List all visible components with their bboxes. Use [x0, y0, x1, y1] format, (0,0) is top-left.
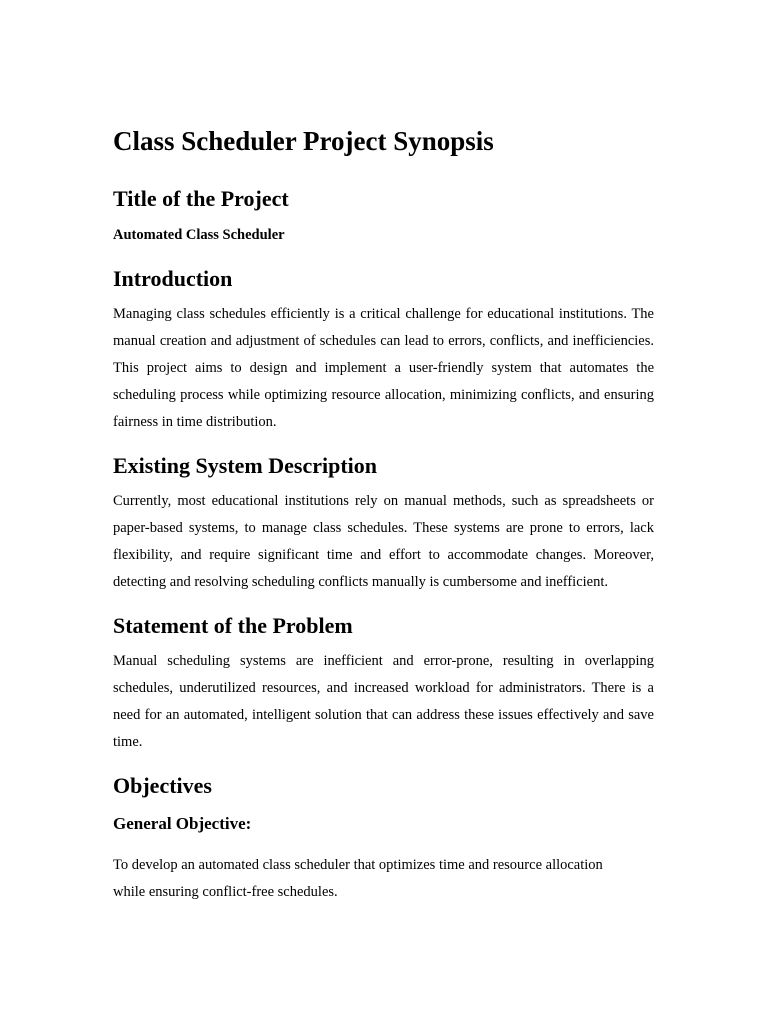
general-objective-heading: General Objective:: [113, 814, 252, 833]
general-objective-paragraph: To develop an automated class scheduler that optimizes time and resource allocation while ensuring conflict-free schedules.: [113, 857, 603, 900]
section-heading-title-of-project: Title of the Project: [113, 186, 289, 211]
document-title: Class Scheduler Project Synopsis: [113, 126, 494, 156]
section-heading-existing-system: Existing System Description: [113, 453, 377, 478]
introduction-paragraph: Managing class schedules efficiently is a critical challenge for educational institutions. The manual creation and adjustment of schedules can lead to errors, conflicts, and inefficiencies. This project aims to design and implement a user-friendly system that automates the scheduling process while optimizing resource allocation, minimizing conflicts, and ensuring fairness in time distribution.: [113, 306, 654, 430]
section-heading-objectives: Objectives: [113, 773, 212, 798]
existing-system-paragraph: Currently, most educational institutions rely on manual methods, such as spreadsheets or paper-based systems, to manage class schedules. These systems are prone to errors, lack flexibility, and require significant time and effort to accommodate changes. Moreover, detecting and resolving scheduling conflicts manually is cumbersome and inefficient.: [113, 493, 654, 590]
section-heading-problem-statement: Statement of the Problem: [113, 613, 353, 638]
section-heading-introduction: Introduction: [113, 266, 233, 291]
project-title-value: Automated Class Scheduler: [113, 227, 285, 243]
problem-statement-paragraph: Manual scheduling systems are inefficient and error-prone, resulting in overlapping schedules, underutilized resources, and increased workload for administrators. There is a need for an automated, intelligent solution that can address these issues effectively and save time.: [113, 653, 654, 750]
